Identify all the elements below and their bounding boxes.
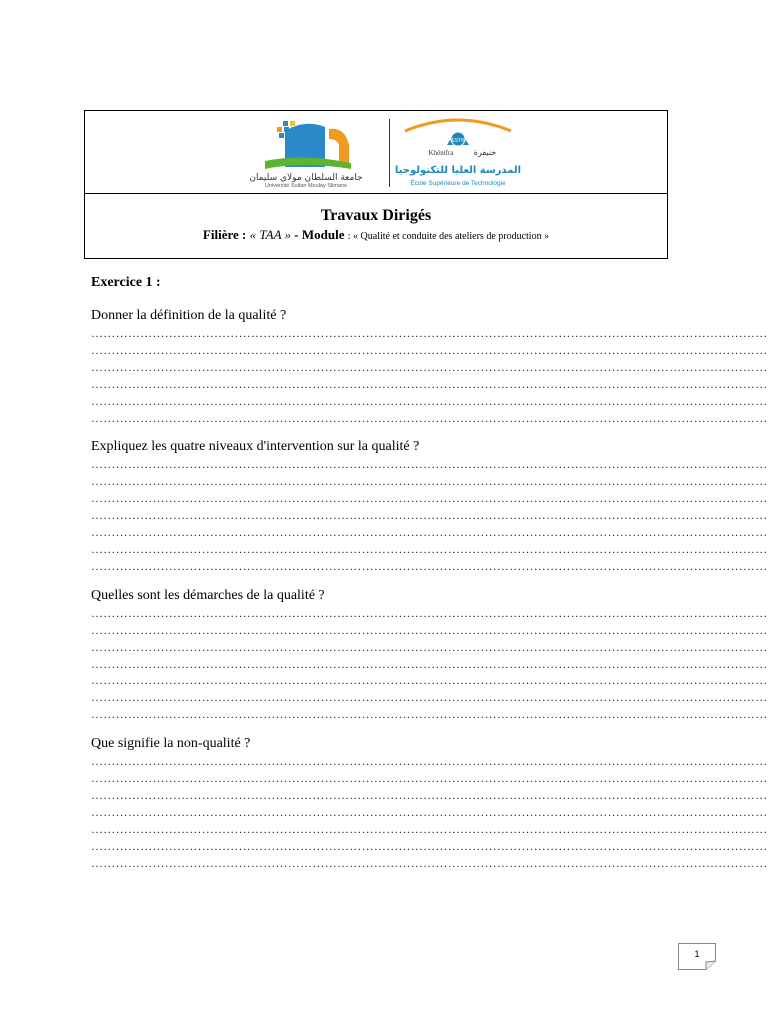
questions-list — [91, 307, 768, 871]
answer-line: ………………………………………………………………………………………………………………………………………………… — [91, 656, 768, 671]
school-logo — [394, 115, 522, 191]
answer-line: ………………………………………………………………………………………………………………………………………………… — [91, 558, 768, 573]
logo-row — [85, 111, 667, 194]
answer-line: ………………………………………………………………………………………………………………………………………………… — [91, 457, 768, 472]
separator: - — [294, 227, 299, 242]
answer-line: ………………………………………………………………………………………………………………………………………………… — [91, 804, 768, 819]
answer-line: ………………………………………………………………………………………………………………………………………………… — [91, 474, 768, 489]
answer-line: ………………………………………………………………………………………………………………………………………………… — [91, 605, 768, 620]
filiere-value: « TAA » — [249, 227, 292, 242]
answer-line: ………………………………………………………………………………………………………………………………………………… — [91, 838, 768, 853]
page-number-badge — [678, 943, 716, 970]
question-text: Quelles sont les démarches de la qualité ? — [91, 587, 325, 603]
question-text: Expliquez les quatre niveaux d'intervention sur la qualité ? — [91, 439, 420, 455]
university-latin-text: Université Sultan Moulay Slimane — [264, 183, 348, 189]
answer-line: ………………………………………………………………………………………………………………………………………………… — [91, 690, 768, 705]
answer-line: ………………………………………………………………………………………………………………………………………………… — [91, 410, 768, 425]
question-block — [91, 307, 768, 426]
city-arabic-text: خنيفرة — [473, 148, 497, 157]
exercise-title: Exercice 1 : — [91, 275, 161, 290]
question-block — [91, 438, 768, 574]
answer-line: ………………………………………………………………………………………………………………………………………………… — [91, 754, 768, 769]
answer-line: ………………………………………………………………………………………………………………………………………………… — [91, 639, 768, 654]
answer-line: ………………………………………………………………………………………………………………………………………………… — [91, 855, 768, 870]
answer-line: ………………………………………………………………………………………………………………………………………………… — [91, 673, 768, 688]
module-label: Module — [301, 227, 345, 242]
logo-divider — [389, 119, 390, 187]
answer-line: ………………………………………………………………………………………………………………………………………………… — [91, 376, 768, 391]
university-logo — [233, 117, 379, 189]
filiere-module-line — [85, 227, 667, 243]
answer-line: ………………………………………………………………………………………………………………………………………………… — [91, 326, 768, 340]
answer-line: ………………………………………………………………………………………………………………………………………………… — [91, 525, 768, 540]
answer-line: ………………………………………………………………………………………………………………………………………………… — [91, 541, 768, 556]
answer-line: ………………………………………………………………………………………………………………………………………………… — [91, 622, 768, 637]
answer-line: ………………………………………………………………………………………………………………………………………………… — [91, 491, 768, 506]
answer-line: ………………………………………………………………………………………………………………………………………………… — [91, 707, 768, 722]
page-title: Travaux Dirigés — [320, 207, 432, 224]
page-number: 1 — [694, 949, 700, 959]
answer-line: ………………………………………………………………………………………………………………………………………………… — [91, 359, 768, 374]
document-header — [84, 110, 668, 259]
answer-line: ………………………………………………………………………………………………………………………………………………… — [91, 342, 768, 357]
question-text: Donner la définition de la qualité ? — [91, 308, 287, 323]
city-latin-text: Khénifra — [428, 149, 454, 157]
answer-line: ………………………………………………………………………………………………………………………………………………… — [91, 787, 768, 802]
filiere-label: Filière : — [202, 227, 247, 242]
question-text: Que signifie la non-qualité ? — [91, 736, 251, 752]
answer-line: ………………………………………………………………………………………………………………………………………………… — [91, 393, 768, 408]
school-badge-text: ESTK — [451, 138, 465, 144]
question-block — [91, 587, 768, 723]
answer-line: ………………………………………………………………………………………………………………………………………………… — [91, 771, 768, 786]
module-value: : « Qualité et conduite des ateliers de production » — [347, 231, 550, 242]
title-area — [85, 194, 667, 243]
answer-line: ………………………………………………………………………………………………………………………………………………… — [91, 508, 768, 523]
question-block — [91, 735, 768, 871]
school-arabic-text: المدرسة العليا للتكنولوجيا — [394, 165, 522, 176]
exercise-content — [91, 273, 768, 871]
school-latin-text: École Supérieure de Technologie — [410, 180, 506, 187]
answer-line: ………………………………………………………………………………………………………………………………………………… — [91, 821, 768, 836]
university-arabic-text: جامعة السلطان مولاي سليمان — [249, 173, 363, 183]
